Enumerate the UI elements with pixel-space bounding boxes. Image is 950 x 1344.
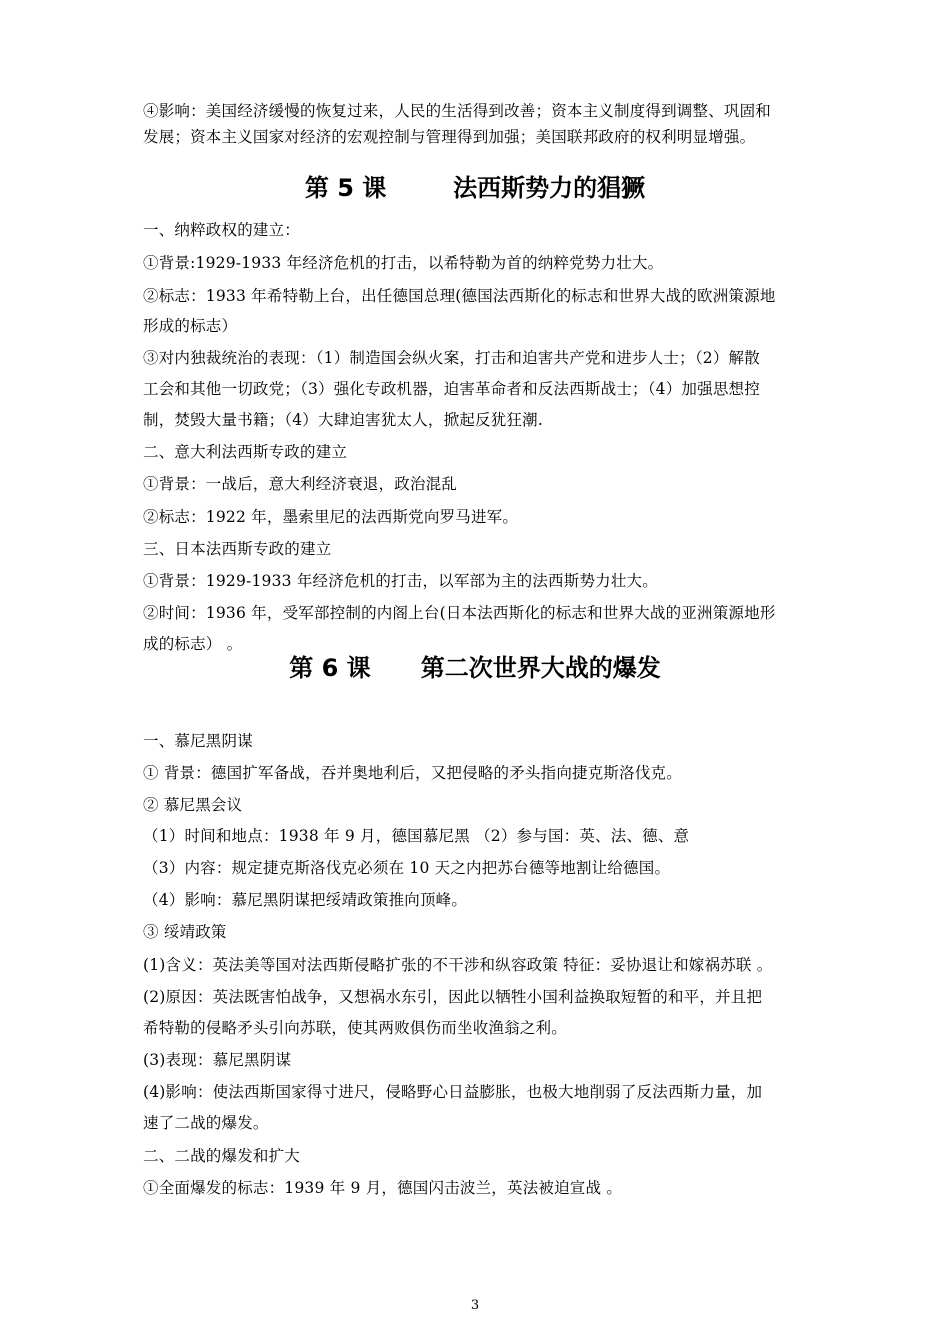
lesson-6-line: (3)表现：慕尼黑阴谋 xyxy=(143,1051,292,1069)
lesson-6-line: ①全面爆发的标志：1939 年 9 月，德国闪击波兰，英法被迫宣战 。 xyxy=(143,1179,623,1197)
lesson-5-line: ①背景：一战后，意大利经济衰退，政治混乱 xyxy=(143,475,458,493)
lesson-6-line: （4）影响：慕尼黑阴谋把绥靖政策推向顶峰。 xyxy=(143,891,468,909)
lesson-6-line: ② 慕尼黑会议 xyxy=(143,796,243,814)
lesson-5-line: 一、纳粹政权的建立： xyxy=(143,221,301,239)
lesson-6-line: 一、慕尼黑阴谋 xyxy=(143,732,253,750)
lesson-5-line: ②标志：1922 年，墨索里尼的法西斯党向罗马进军。 xyxy=(143,508,519,526)
intro-line-1: ④影响：美国经济缓慢的恢复过来，人民的生活得到改善；资本主义制度得到调整、巩固和 xyxy=(143,102,772,120)
lesson-5-line: 成的标志） 。 xyxy=(143,635,243,653)
lesson-6-line: （3）内容：规定捷克斯洛伐克必须在 10 天之内把苏台德等地割让给德国。 xyxy=(143,859,671,877)
lesson-5-line: ①背景:1929-1933 年经济危机的打击，以希特勒为首的纳粹党势力壮大。 xyxy=(143,254,664,272)
lesson-6-line: (1)含义：英法美等国对法西斯侵略扩张的不干涉和纵容政策 特征：妥协退让和嫁祸苏联 。 xyxy=(143,956,773,974)
lesson-6-line: 希特勒的侵略矛头引向苏联，使其两败俱伤而坐收渔翁之利。 xyxy=(143,1019,567,1037)
lesson-5-line: ①背景：1929-1933 年经济危机的打击，以军部为主的法西斯势力壮大。 xyxy=(143,572,658,590)
lesson-5-line: 形成的标志） xyxy=(143,317,238,335)
lesson-5-line: ②标志：1933 年希特勒上台，出任德国总理(德国法西斯化的标志和世界大战的欧洲策源地 xyxy=(143,287,776,305)
lesson-6-line: 速了二战的爆发。 xyxy=(143,1114,269,1132)
lesson-6-line: (4)影响：使法西斯国家得寸进尺，侵略野心日益膨胀，也极大地削弱了反法西斯力量，加 xyxy=(143,1083,763,1101)
intro-line-2: 发展；资本主义国家对经济的宏观控制与管理得到加强；美国联邦政府的权利明显增强。 xyxy=(143,128,756,146)
lesson-6-line: (2)原因：英法既害怕战争，又想祸水东引，因此以牺牲小国利益换取短暂的和平，并且把 xyxy=(143,988,763,1006)
lesson-5-line: 工会和其他一切政党；（3）强化专政机器，迫害革命者和反法西斯战士；（4）加强思想控 xyxy=(143,380,760,398)
lesson-5-line: ③对内独裁统治的表现：（1）制造国会纵火案，打击和迫害共产党和进步人士；（2）解散 xyxy=(143,349,760,367)
lesson-5-line: 二、意大利法西斯专政的建立 xyxy=(143,443,348,461)
lesson-5-title: 第 5 课 法西斯势力的猖獗 xyxy=(304,174,646,202)
lesson-5-line: 三、日本法西斯专政的建立 xyxy=(143,540,332,558)
page-number: 3 xyxy=(470,1298,480,1313)
lesson-6-line: （1）时间和地点：1938 年 9 月，德国慕尼黑 （2）参与国：英、法、德、意 xyxy=(143,827,690,845)
lesson-5-line: ②时间：1936 年，受军部控制的内阁上台(日本法西斯化的标志和世界大战的亚洲策源地形 xyxy=(143,604,776,622)
lesson-6-line: ③ 绥靖政策 xyxy=(143,923,227,941)
lesson-5-line: 制，焚毁大量书籍；（4）大肆迫害犹太人，掀起反犹狂潮. xyxy=(143,411,543,429)
lesson-6-line: 二、二战的爆发和扩大 xyxy=(143,1147,301,1165)
lesson-6-line: ① 背景：德国扩军备战，吞并奥地利后，又把侵略的矛头指向捷克斯洛伐克。 xyxy=(143,764,682,782)
lesson-6-title: 第 6 课 第二次世界大战的爆发 xyxy=(289,654,661,682)
